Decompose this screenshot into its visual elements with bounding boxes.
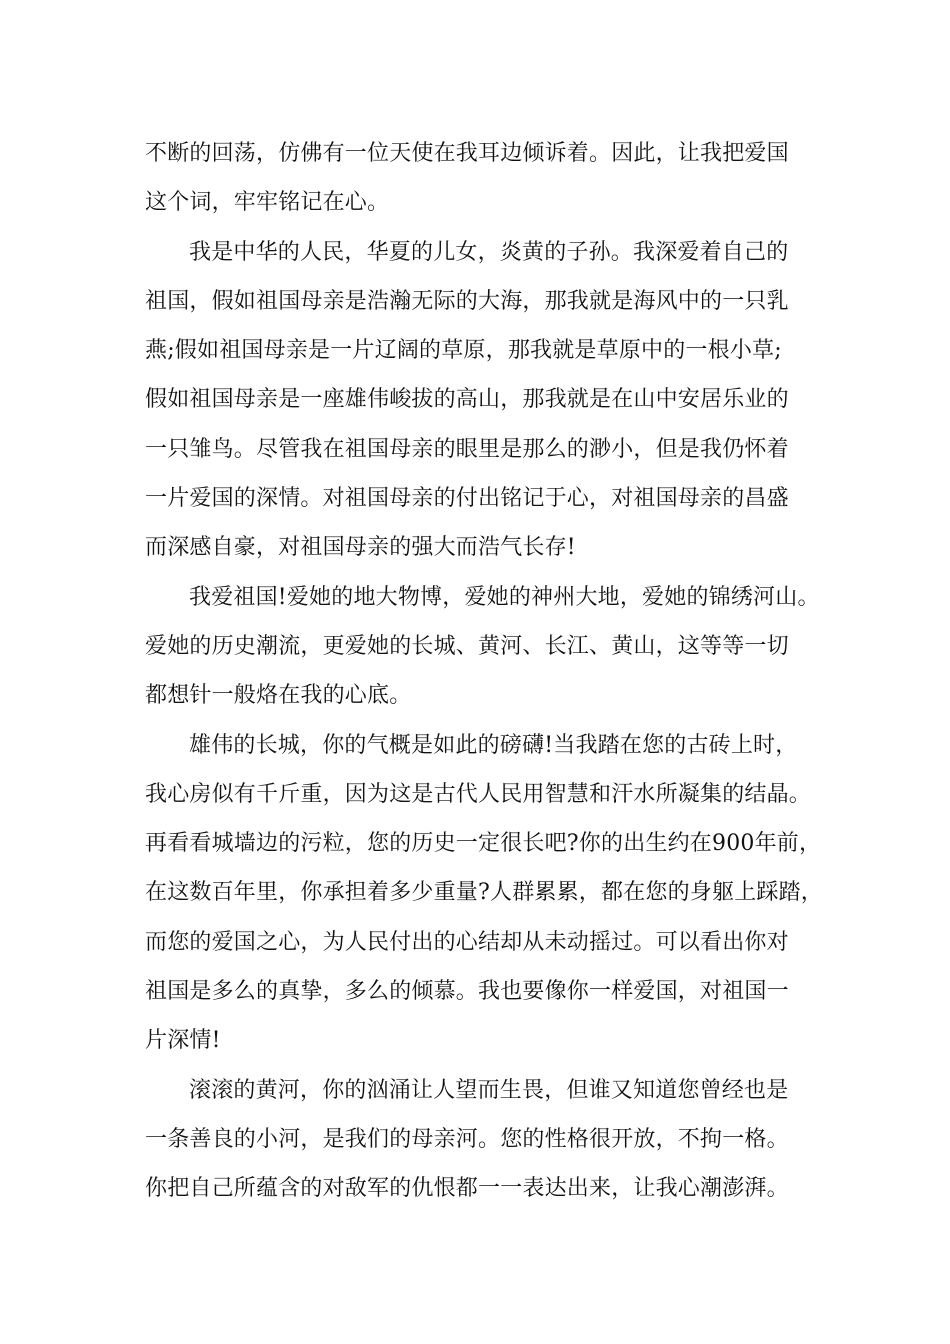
paragraph-1: [145, 129, 810, 228]
text-line: 祖国是多么的真挚，多么的倾慕。我也要像你一样爱国，对祖国一: [145, 979, 789, 1005]
text-line: 我是中华的人民，华夏的儿女，炎黄的子孙。我深爱着自己的: [189, 239, 789, 265]
text-line: 都想针一般烙在我的心底。: [145, 683, 412, 709]
text-line: 片深情!: [145, 1028, 221, 1054]
text-line: 在这数百年里，你承担着多少重量?人群累累，都在您的身躯上踩踏，: [145, 880, 823, 906]
paragraph-3: [145, 573, 820, 721]
text-line: 而深感自豪，对祖国母亲的强大而浩气长存!: [145, 535, 576, 561]
text-line: 我爱祖国!爱她的地大物博，爱她的神州大地，爱她的锦绣河山。: [189, 584, 820, 610]
text-line: 一只雏鸟。尽管我在祖国母亲的眼里是那么的渺小，但是我仍怀着: [145, 436, 789, 462]
text-line: 你把自己所蕴含的对敌军的仇恨都一一表达出来，让我心潮澎湃。: [145, 1176, 789, 1202]
text-line: 爱她的历史潮流，更爱她的长城、黄河、长江、黄山，这等等一切: [145, 633, 789, 659]
article-body: [145, 129, 823, 1214]
text-line: 而您的爱国之心，为人民付出的心结却从未动摇过。可以看出你对: [145, 929, 789, 955]
text-line: 再看看城墙边的污粒，您的历史一定很长吧?你的出生约在900年前，: [145, 831, 822, 857]
text-line: 我心房似有千斤重，因为这是古代人民用智慧和汗水所凝集的结晶。: [145, 781, 812, 807]
text-line: 假如祖国母亲是一座雄伟峻拔的高山，那我就是在山中安居乐业的: [145, 387, 789, 413]
paragraph-4: [145, 721, 823, 1066]
text-line: 滚滚的黄河，你的汹涌让人望而生畏，但谁又知道您曾经也是: [189, 1077, 789, 1103]
text-line: 雄伟的长城，你的气概是如此的磅礴!当我踏在您的古砖上时，: [189, 732, 798, 758]
text-line: 这个词，牢牢铭记在心。: [145, 190, 390, 216]
paragraph-2: [145, 228, 810, 573]
paragraph-5: [145, 1066, 810, 1214]
text-line: 燕;假如祖国母亲是一片辽阔的草原，那我就是草原中的一根小草;: [145, 338, 782, 364]
text-line: 不断的回荡，仿佛有一位天使在我耳边倾诉着。因此，让我把爱国: [145, 141, 789, 166]
text-line: 一片爱国的深情。对祖国母亲的付出铭记于心，对祖国母亲的昌盛: [145, 486, 789, 512]
text-line: 祖国，假如祖国母亲是浩瀚无际的大海，那我就是海风中的一只乳: [145, 288, 789, 314]
text-line: 一条善良的小河，是我们的母亲河。您的性格很开放，不拘一格。: [145, 1126, 789, 1152]
